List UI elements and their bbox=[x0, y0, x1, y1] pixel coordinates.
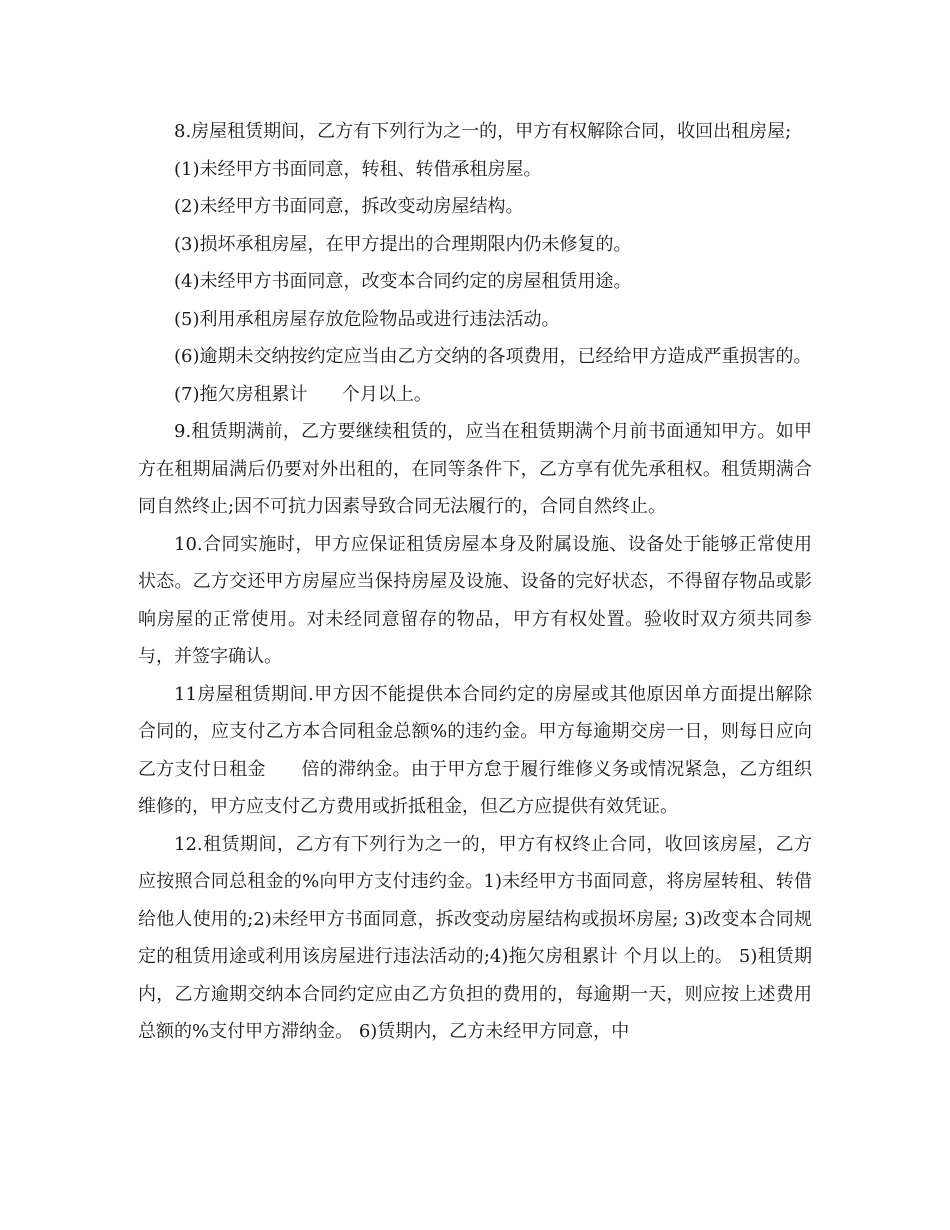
paragraph-clause-11: 11房屋租赁期间.甲方因不能提供本合同约定的房屋或其他原因单方面提出解除合同的，应支付乙方本合同租金总额%的违约金。甲方每逾期交房一日，则每日应向乙方支付日租金 倍的滞纳金。由于甲方怠于履行维修义务或情况紧急，乙方组织维修的，甲方应支付乙方费用或折抵租金，但乙方应提供有效凭证。 bbox=[138, 683, 812, 817]
paragraph-clause-10: 10.合同实施时，甲方应保证租赁房屋本身及附属设施、设备处于能够正常使用状态。乙方交还甲方房屋应当保持房屋及设施、设备的完好状态，不得留存物品或影响房屋的正常使用。对未经同意留存的物品，甲方有权处置。验收时双方须共同参与，并签字确认。 bbox=[138, 533, 812, 667]
paragraph-clause-8-item-1: (1)未经甲方书面同意，转租、转借承租房屋。 bbox=[174, 158, 542, 180]
paragraph-clause-8-item-7: (7)拖欠房租累计 个月以上。 bbox=[174, 383, 432, 405]
paragraph-clause-8-item-2: (2)未经甲方书面同意，拆改变动房屋结构。 bbox=[174, 196, 524, 217]
paragraph-clause-8-item-5: (5)利用承租房屋存放危险物品或进行违法活动。 bbox=[174, 308, 560, 330]
paragraph-clause-9: 9.租赁期满前，乙方要继续租赁的，应当在租赁期满个月前书面通知甲方。如甲方在租期届满后仍要对外出租的，在同等条件下，乙方享有优先承租权。租赁期满合同自然终止;因不可抗力因素导致合同无法履行的，合同自然终止。 bbox=[138, 421, 812, 517]
paragraph-clause-8: 8.房屋租赁期间，乙方有下列行为之一的，甲方有权解除合同，收回出租房屋; bbox=[174, 121, 792, 142]
paragraph-clause-8-item-6: (6)逾期未交纳按约定应当由乙方交纳的各项费用，已经给甲方造成严重损害的。 bbox=[174, 346, 812, 367]
paragraph-clause-8-item-3: (3)损坏承租房屋，在甲方提出的合理期限内仍未修复的。 bbox=[174, 233, 632, 255]
paragraph-clause-12: 12.租赁期间，乙方有下列行为之一的，甲方有权终止合同，收回该房屋，乙方应按照合同总租金的%向甲方支付违约金。1)未经甲方书面同意，将房屋转租、转借给他人使用的;2)未经甲方书面同意，拆改变动房屋结构或损坏房屋; 3)改变本合同规定的租赁用途或利用该房屋进行违法活动的;4)拖欠房租累计 个月以上的。 5)租赁期内，乙方逾期交纳本合同约定应由乙方负担的费用的，每逾期一天，则应按上述费用总额的%支付甲方滞纳金。 6)赁期内，乙方未经甲方同意，中 bbox=[138, 833, 812, 1042]
paragraph-clause-8-item-4: (4)未经甲方书面同意，改变本合同约定的房屋租赁用途。 bbox=[174, 271, 632, 292]
